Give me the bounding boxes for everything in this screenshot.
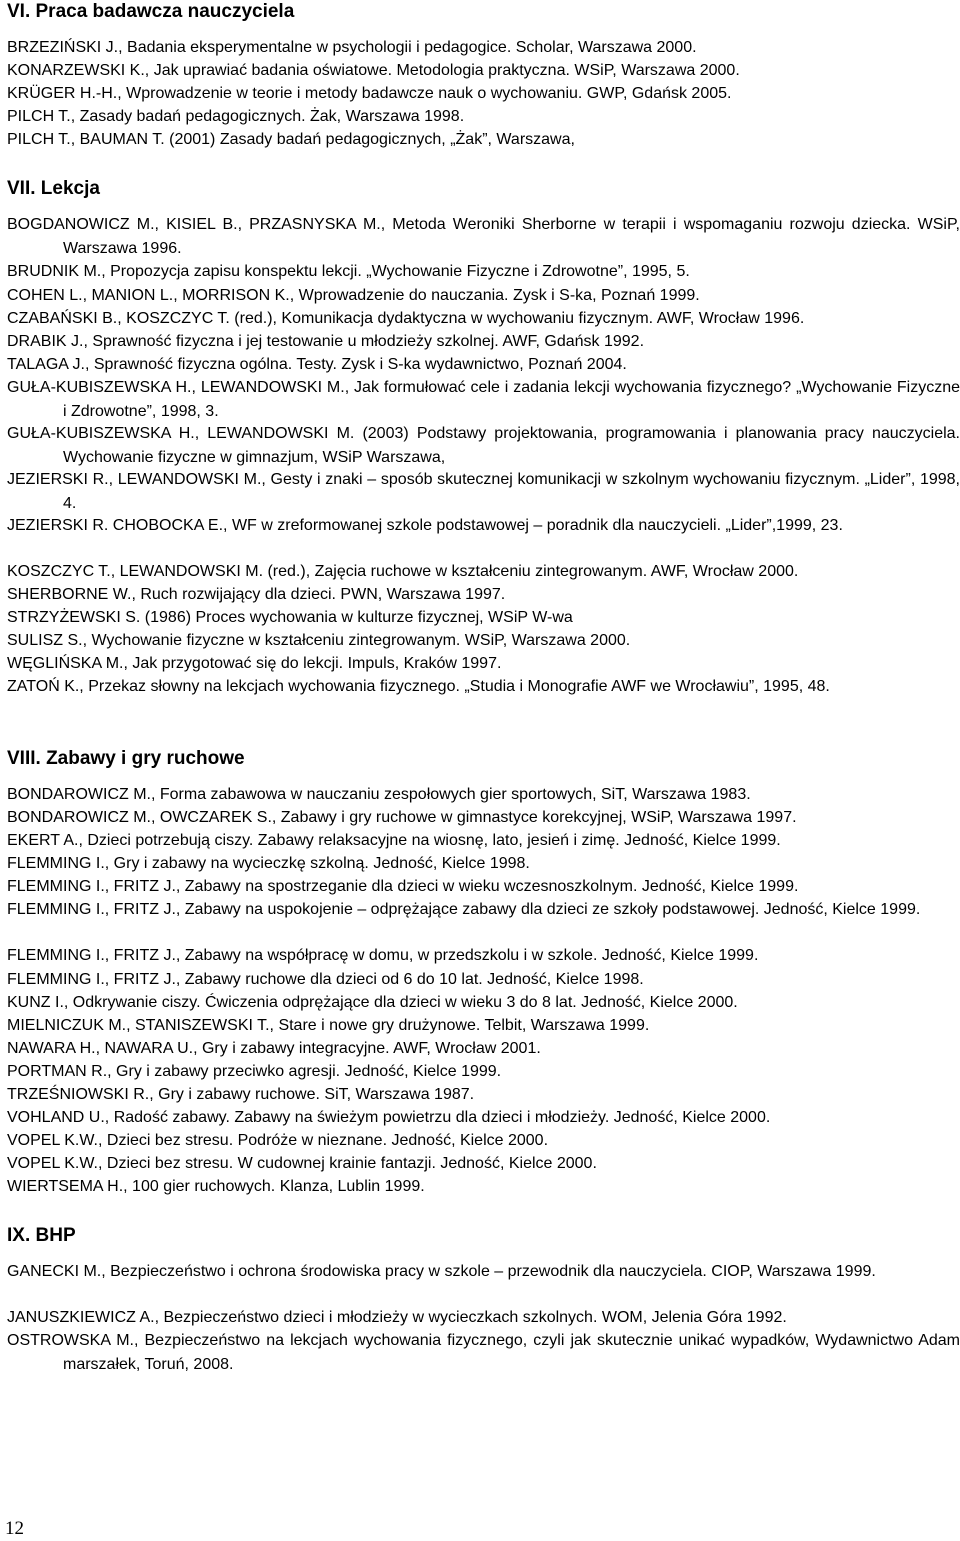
bibliography-entry: KOSZCZYC T., LEWANDOWSKI M. (red.), Zajęcia ruchowe w kształceniu zintegrowanym. AWF, Wrocław 2000. xyxy=(7,563,799,580)
bibliography-entry: TRZEŚNIOWSKI R., Gry i zabawy ruchowe. SiT, Warszawa 1987. xyxy=(7,1086,475,1103)
bibliography-entry: FLEMMING I., Gry i zabawy na wycieczkę szkolną. Jedność, Kielce 1998. xyxy=(7,855,530,872)
bibliography-entry: BRUDNIK M., Propozycja zapisu konspektu lekcji. „Wychowanie Fizyczne i Zdrowotne”, 1995, 5. xyxy=(7,263,690,280)
bibliography-entry: VOPEL K.W., Dzieci bez stresu. W cudownej krainie fantazji. Jedność, Kielce 2000. xyxy=(7,1155,597,1172)
bibliography-entry: KUNZ I., Odkrywanie ciszy. Ćwiczenia odprężające dla dzieci w wieku 3 do 8 lat. Jedność, Kielce 2000. xyxy=(7,994,738,1011)
bibliography-entry: EKERT A., Dzieci potrzebują ciszy. Zabawy relaksacyjne na wiosnę, lato, jesień i zimę. Jedność, Kielce 1999. xyxy=(7,832,781,849)
section-heading-vi: VI. Praca badawcza nauczyciela xyxy=(7,1,295,22)
bibliography-entry: OSTROWSKA M., Bezpieczeństwo na lekcjach wychowania fizycznego, czyli jak skutecznie unikać wypadków, Wydawnictwo Adam marszałek, Toruń, 2008. xyxy=(7,1332,960,1373)
bibliography-entry: FLEMMING I., FRITZ J., Zabawy na uspokojenie – odprężające zabawy dla dzieci ze szkoły podstawowej. Jedność, Kielce 1999. xyxy=(7,901,921,918)
bibliography-entry: JEZIERSKI R., LEWANDOWSKI M., Gesty i znaki – sposób skutecznej komunikacji w szkolnym wychowaniu fizycznym. „Lider”, 1998, 4. xyxy=(7,471,960,512)
bibliography-entry: STRZYŻEWSKI S. (1986) Proces wychowania w kulturze fizycznej, WSiP W-wa xyxy=(7,609,573,626)
bibliography-entry: SULISZ S., Wychowanie fizyczne w kształceniu zintegrowanym. WSiP, Warszawa 2000. xyxy=(7,632,631,649)
bibliography-entry: VOPEL K.W., Dzieci bez stresu. Podróże w nieznane. Jedność, Kielce 2000. xyxy=(7,1132,549,1149)
bibliography-entry: BRZEZIŃSKI J., Badania eksperymentalne w psychologii i pedagogice. Scholar, Warszawa 2000. xyxy=(7,39,697,56)
bibliography-entry: PILCH T., Zasady badań pedagogicznych. Żak, Warszawa 1998. xyxy=(7,108,465,125)
bibliography-entry: PORTMAN R., Gry i zabawy przeciwko agresji. Jedność, Kielce 1999. xyxy=(7,1063,502,1080)
bibliography-entry: MIELNICZUK M., STANISZEWSKI T., Stare i nowe gry drużynowe. Telbit, Warszawa 1999. xyxy=(7,1017,650,1034)
bibliography-entry: WĘGLIŃSKA M., Jak przygotować się do lekcji. Impuls, Kraków 1997. xyxy=(7,655,502,672)
page-number: 12 xyxy=(5,1518,24,1539)
bibliography-entry: GUŁA-KUBISZEWSKA H., LEWANDOWSKI M. (2003) Podstawy projektowania, programowania i planowania pracy nauczyciela. Wychowanie fizyczne w gimnazjum, WSiP Warszawa, xyxy=(7,425,960,466)
section-heading-vii: VII. Lekcja xyxy=(7,178,100,199)
bibliography-entry: TALAGA J., Sprawność fizyczna ogólna. Testy. Zysk i S-ka wydawnictwo, Poznań 2004. xyxy=(7,356,627,373)
bibliography-entry: ZATOŃ K., Przekaz słowny na lekcjach wychowania fizycznego. „Studia i Monografie AWF we Wrocławiu”, 1995, 48. xyxy=(7,678,830,695)
bibliography-entry: BONDAROWICZ M., OWCZAREK S., Zabawy i gry ruchowe w gimnastyce korekcyjnej, WSiP, Warszawa 1997. xyxy=(7,809,797,826)
bibliography-entry: NAWARA H., NAWARA U., Gry i zabawy integracyjne. AWF, Wrocław 2001. xyxy=(7,1040,541,1057)
bibliography-entry: KONARZEWSKI K., Jak uprawiać badania oświatowe. Metodologia praktyczna. WSiP, Warszawa 2000. xyxy=(7,62,740,79)
section-heading-ix: IX. BHP xyxy=(7,1225,76,1246)
bibliography-entry: BOGDANOWICZ M., KISIEL B., PRZASNYSKA M., Metoda Weroniki Sherborne w terapii i wspomaganiu rozwoju dziecka. WSiP, Warszawa 1996. xyxy=(7,216,960,257)
section-heading-viii: VIII. Zabawy i gry ruchowe xyxy=(7,748,245,769)
bibliography-entry: FLEMMING I., FRITZ J., Zabawy na spostrzeganie dla dzieci w wieku wczesnoszkolnym. Jedność, Kielce 1999. xyxy=(7,878,799,895)
bibliography-entry: BONDAROWICZ M., Forma zabawowa w nauczaniu zespołowych gier sportowych, SiT, Warszawa 1983. xyxy=(7,786,751,803)
bibliography-entry: FLEMMING I., FRITZ J., Zabawy ruchowe dla dzieci od 6 do 10 lat. Jedność, Kielce 1998. xyxy=(7,971,644,988)
bibliography-entry: VOHLAND U., Radość zabawy. Zabawy na świeżym powietrzu dla dzieci i młodzieży. Jedność, Kielce 2000. xyxy=(7,1109,771,1126)
bibliography-entry: CZABAŃSKI B., KOSZCZYC T. (red.), Komunikacja dydaktyczna w wychowaniu fizycznym. AWF, Wrocław 1996. xyxy=(7,310,805,327)
bibliography-entry: JEZIERSKI R. CHOBOCKA E., WF w zreformowanej szkole podstawowej – poradnik dla nauczycieli. „Lider”,1999, 23. xyxy=(7,517,843,534)
bibliography-entry: FLEMMING I., FRITZ J., Zabawy na współpracę w domu, w przedszkolu i w szkole. Jedność, Kielce 1999. xyxy=(7,947,759,964)
bibliography-entry: SHERBORNE W., Ruch rozwijający dla dzieci. PWN, Warszawa 1997. xyxy=(7,586,506,603)
bibliography-entry: WIERTSEMA H., 100 gier ruchowych. Klanza, Lublin 1999. xyxy=(7,1178,425,1195)
bibliography-entry: JANUSZKIEWICZ A., Bezpieczeństwo dzieci i młodzieży w wycieczkach szkolnych. WOM, Jelenia Góra 1992. xyxy=(7,1309,787,1326)
bibliography-entry: DRABIK J., Sprawność fizyczna i jej testowanie u młodzieży szkolnej. AWF, Gdańsk 1992. xyxy=(7,333,645,350)
bibliography-entry: GANECKI M., Bezpieczeństwo i ochrona środowiska pracy w szkole – przewodnik dla nauczyciela. CIOP, Warszawa 1999. xyxy=(7,1263,876,1280)
bibliography-entry: GUŁA-KUBISZEWSKA H., LEWANDOWSKI M., Jak formułować cele i zadania lekcji wychowania fizycznego? „Wychowanie Fizyczne i Zdrowotne”, 1998, 3. xyxy=(7,379,960,420)
bibliography-entry: PILCH T., BAUMAN T. (2001) Zasady badań pedagogicznych, „Żak”, Warszawa, xyxy=(7,131,575,148)
bibliography-entry: COHEN L., MANION L., MORRISON K., Wprowadzenie do nauczania. Zysk i S-ka, Poznań 1999. xyxy=(7,287,700,304)
bibliography-entry: KRÜGER H.-H., Wprowadzenie w teorie i metody badawcze nauk o wychowaniu. GWP, Gdańsk 2005. xyxy=(7,85,732,102)
